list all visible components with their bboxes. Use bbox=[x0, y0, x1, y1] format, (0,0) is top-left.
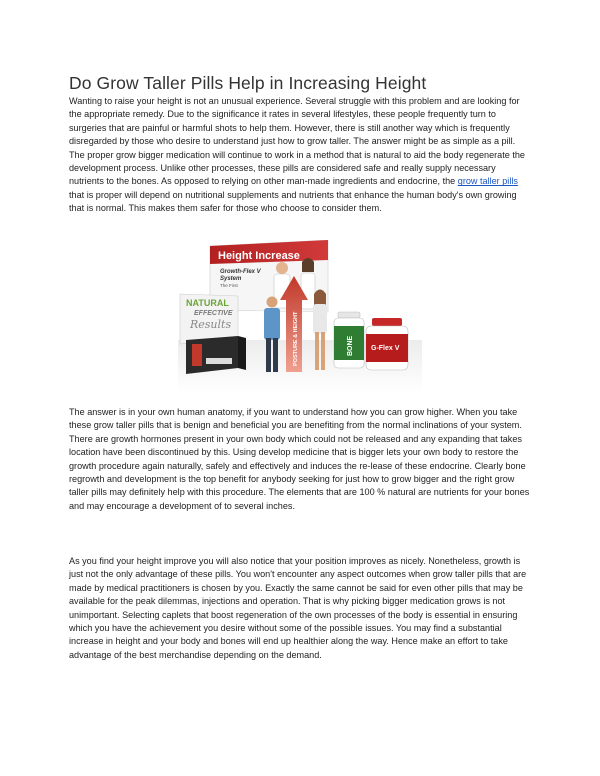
paragraph-intro-text-2: that is proper will depend on nutritional supplements and nutrients that enhance the human body's own growing that is normal. This makes them safer for those who choose to consider them. bbox=[69, 189, 517, 214]
bottle-gflex bbox=[366, 318, 408, 370]
effective-label: EFFECTIVE bbox=[194, 310, 233, 317]
banner-title: Height Increase bbox=[218, 250, 300, 262]
bottle-bone bbox=[334, 312, 364, 368]
results-label: Results bbox=[190, 318, 232, 331]
natural-label: NATURAL bbox=[186, 298, 229, 308]
grow-taller-pills-link[interactable]: grow taller pills bbox=[457, 176, 518, 187]
natural-results-panel bbox=[180, 294, 238, 344]
paragraph-intro-text-1: Wanting to raise your height is not an unusual experience. Several struggle with this problem and are looking for the appropriate remedy. Due to the significance it rates in several lifestyles, these people frequently turn to surgeries that are painful or harmful shots to help them. However, there is still another way which is frequently disregarded by those who desire to understand just how to grow taller. The answer might be as simple as a pill. The proper grow bigger medication will continue to work in a method that is natural to aid the body regenerate the development process. Unlike other processes, these pills are considered safe and really supply necessary nutrients to the bones. As opposed to relying on other man-made ingredients and endocrine, the bbox=[69, 96, 525, 187]
paragraph-intro bbox=[69, 95, 531, 216]
paragraph-benefits: As you find your height improve you will also notice that your position improves as nicely. Nonetheless, growth is just not the only advantage of these pills. You won't encounter any aspect outcomes when grow taller pills that are made by medical practitioners is chosen by you. Exactly the same cannot be said for even other pills that may be available for the peak dilemmas, injections and operation. That is why picking bigger medication grows is not unimportant. Selecting caplets that boost regeneration of the own processes of the body is essential in ensuring which you have the achievement you desire without some of the possible issues. You may find a substantial increase in height and your body and bones will end up healthier along the way. Hence make an effort to take advantage of the best merchandise depending on the demand. bbox=[69, 556, 527, 660]
product-promo-image bbox=[178, 240, 422, 392]
bottle-bone-label: BONE bbox=[347, 335, 354, 356]
banner-subtitle-1: Growth-Flex V bbox=[220, 269, 261, 275]
banner-subtitle-3: The First bbox=[220, 283, 238, 288]
banner-subtitle-2: System bbox=[220, 276, 242, 282]
bottle-gflex-label: G-Flex V bbox=[371, 345, 400, 352]
paragraph-anatomy: The answer is in your own human anatomy, if you want to understand how you can grow higher. When you take these grow taller pills that is benign and beneficial you are benefiting from the normal inclinations of your system. There are growth hormones present in your own body which could not be released and any expanding that takes location have been discontinued by this. Using develop medicine that is bigger lets your own body to restore the growth procedure again naturally, safely and effectively and induces the re-lease of these endocrine. Clearly bone regrowth and development is the top benefit for anybody seeking for just how to grow bigger and the right grow taller pills may definitely help with this procedure. The elements that are 100 % natural are nutrients for your bones and may encourage a development of to several inches. bbox=[69, 407, 530, 511]
page-title: Do Grow Taller Pills Help in Increasing Height bbox=[69, 73, 427, 93]
arrow-label: POSTURE & HEIGHT bbox=[293, 311, 299, 366]
